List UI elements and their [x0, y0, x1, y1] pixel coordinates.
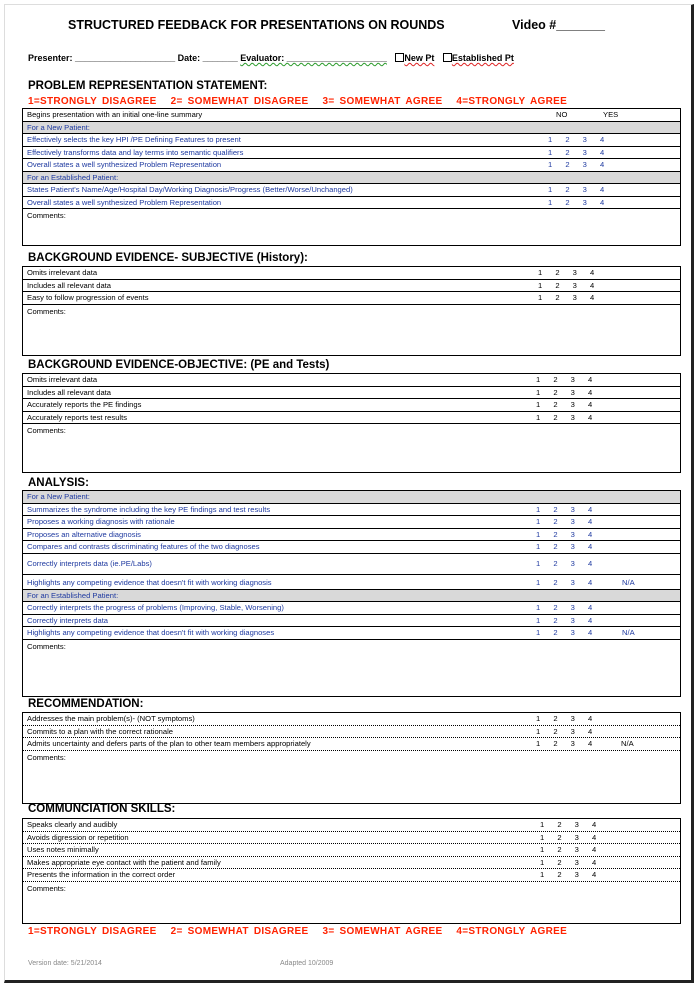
rating-options[interactable]: 1 2 3 4 [540, 832, 597, 842]
rating-options[interactable]: 1 2 3 4 [536, 558, 593, 568]
rating-options[interactable]: 1 2 3 4 [536, 387, 593, 397]
section-heading-communication: COMMUNCIATION SKILLS: [28, 803, 176, 815]
section-heading-analysis: ANALYSIS: [28, 477, 89, 489]
subheader-established-patient: For an Established Patient: [23, 172, 680, 185]
subjective-box [22, 266, 681, 356]
scale-legend-top: 1=STRONGLY DISAGREE 2= SOMEWHAT DISAGREE 3= SOMEWHAT AGREE 4=STRONGLY AGREE [28, 96, 568, 107]
yes-option[interactable]: YES [603, 110, 619, 119]
table-row: Makes appropriate eye contact with the patient and family 1 2 3 4 [23, 857, 680, 870]
evaluator-field[interactable]: Evaluator: ____________________ [240, 53, 387, 63]
rating-options[interactable]: 1 2 3 4 [548, 160, 605, 169]
header-fields [28, 53, 514, 63]
rating-options[interactable]: 1 2 3 4 [536, 400, 593, 409]
rating-options[interactable]: 1 2 3 4 [536, 577, 593, 587]
rating-options[interactable]: 1 2 3 4 [536, 375, 593, 384]
established-pt-checkbox[interactable] [443, 53, 452, 62]
rating-options[interactable]: 1 2 3 4 [540, 820, 597, 829]
table-row: Correctly interprets the progress of problems (Improving, Stable, Worsening) 1 2 3 4 [23, 602, 680, 615]
communication-box [22, 818, 681, 924]
comments-field[interactable]: Comments: [27, 641, 66, 651]
comments-field[interactable]: Comments: [27, 426, 66, 435]
table-row: Begins presentation with an initial one-line summary NO YES [23, 109, 680, 122]
table-row: Avoids digression or repetition 1 2 3 4 [23, 832, 680, 845]
na-option[interactable]: N/A [622, 577, 635, 587]
na-option[interactable]: N/A [621, 739, 634, 748]
table-row: Proposes a working diagnosis with rationale 1 2 3 4 [23, 516, 680, 529]
table-row: Overall states a well synthesized Problem Representation 1 2 3 4 [23, 197, 680, 210]
video-number-field[interactable]: Video #_______ [512, 18, 605, 32]
recommendation-box [22, 712, 681, 804]
rating-options[interactable]: 1 2 3 4 [536, 615, 593, 625]
table-row: Addresses the main problem(s)- (NOT symptoms) 1 2 3 4 [23, 713, 680, 726]
rating-options[interactable]: 1 2 3 4 [548, 197, 605, 207]
na-option[interactable]: N/A [622, 628, 635, 637]
comments-field[interactable]: Comments: [27, 752, 66, 762]
table-row: States Patient's Name/Age/Hospital Day/Working Diagnosis/Progress (Better/Worse/Unchanged) 1 2 3 4 [23, 184, 680, 197]
table-row: Proposes an alternative diagnosis 1 2 3 4 [23, 529, 680, 542]
rating-options[interactable]: 1 2 3 4 [548, 147, 605, 157]
subheader-established-patient: For an Established Patient: [23, 590, 680, 603]
rating-options[interactable]: 1 2 3 4 [536, 628, 593, 637]
section-heading-problem-representation: PROBLEM REPRESENTATION STATEMENT: [28, 80, 268, 92]
presenter-field[interactable]: Presenter: ____________________ [28, 53, 176, 63]
table-row: Accurately reports test results 1 2 3 4 [23, 412, 680, 425]
table-row: Omits irrelevant data 1 2 3 4 [23, 267, 680, 280]
table-row: Highlights any competing evidence that doesn't fit with working diagnosis 1 2 3 4 N/A [23, 575, 680, 590]
table-row: Includes all relevant data 1 2 3 4 [23, 387, 680, 400]
rating-options[interactable]: 1 2 3 4 [538, 293, 595, 302]
comments-field[interactable]: Comments: [27, 306, 66, 316]
rating-options[interactable]: 1 2 3 4 [536, 739, 593, 748]
new-pt-label: New Pt [404, 53, 435, 63]
subheader-new-patient: For a New Patient: [23, 122, 680, 135]
table-row: Correctly interprets data (ie.PE/Labs) 1 2 3 4 [23, 554, 680, 575]
form-title: STRUCTURED FEEDBACK FOR PRESENTATIONS ON ROUNDS [68, 18, 445, 32]
version-date: Version date: 5/21/2014 [28, 960, 102, 967]
rating-options[interactable]: 1 2 3 4 [540, 870, 597, 879]
table-row: Includes all relevant data 1 2 3 4 [23, 280, 680, 293]
rating-options[interactable]: 1 2 3 4 [540, 857, 597, 867]
rating-options[interactable]: 1 2 3 4 [536, 412, 593, 422]
date-field[interactable]: Date: _______ [177, 53, 238, 63]
scale-legend-bottom: 1=STRONGLY DISAGREE 2= SOMEWHAT DISAGREE 3= SOMEWHAT AGREE 4=STRONGLY AGREE [28, 926, 568, 937]
table-row: Admits uncertainty and defers parts of the plan to other team members appropriately 1 2 3 4 N/A [23, 738, 680, 751]
rating-options[interactable]: 1 2 3 4 [538, 280, 595, 290]
table-row: Summarizes the syndrome including the key PE findings and test results 1 2 3 4 [23, 504, 680, 517]
adapted-date: Adapted 10/2009 [280, 960, 334, 967]
new-pt-checkbox[interactable] [395, 53, 404, 62]
subheader-new-patient: For a New Patient: [23, 491, 680, 504]
established-pt-label: Established Pt [451, 53, 514, 63]
comments-field[interactable]: Comments: [27, 883, 66, 893]
rating-options[interactable]: 1 2 3 4 [536, 714, 593, 723]
rating-options[interactable]: 1 2 3 4 [536, 529, 593, 539]
no-option[interactable]: NO [556, 110, 568, 119]
rating-options[interactable]: 1 2 3 4 [536, 504, 593, 514]
rating-options[interactable]: 1 2 3 4 [548, 135, 605, 144]
table-row: Highlights any competing evidence that doesn't fit with working diagnoses 1 2 3 4 N/A [23, 627, 680, 640]
section-heading-objective: BACKGROUND EVIDENCE-OBJECTIVE: (PE and Tests) [28, 359, 330, 371]
table-row: Commits to a plan with the correct rationale 1 2 3 4 [23, 726, 680, 739]
objective-box [22, 373, 681, 473]
rating-options[interactable]: 1 2 3 4 [536, 726, 593, 736]
section-heading-recommendation: RECOMMENDATION: [28, 698, 144, 710]
table-row: Easy to follow progression of events 1 2 3 4 [23, 292, 680, 305]
table-row: Correctly interprets data 1 2 3 4 [23, 615, 680, 628]
rating-options[interactable]: 1 2 3 4 [536, 603, 593, 612]
table-row: Uses notes minimally 1 2 3 4 [23, 844, 680, 857]
section-heading-subjective: BACKGROUND EVIDENCE- SUBJECTIVE (History): [28, 252, 308, 264]
problem-representation-box [22, 108, 681, 246]
table-row: Overall states a well synthesized Problem Representation 1 2 3 4 [23, 159, 680, 172]
table-row: Accurately reports the PE findings 1 2 3 4 [23, 399, 680, 412]
rating-options[interactable]: 1 2 3 4 [540, 845, 597, 854]
rating-options[interactable]: 1 2 3 4 [538, 268, 595, 277]
rating-options[interactable]: 1 2 3 4 [536, 517, 593, 526]
table-row: Speaks clearly and audibly 1 2 3 4 [23, 819, 680, 832]
table-row: Effectively transforms data and lay terms into semantic qualifiers 1 2 3 4 [23, 147, 680, 160]
comments-field[interactable]: Comments: [27, 211, 66, 220]
table-row: Compares and contrasts discriminating features of the two diagnoses 1 2 3 4 [23, 541, 680, 554]
table-row: Effectively selects the key HPI /PE Defining Features to present 1 2 3 4 [23, 134, 680, 147]
table-row: Presents the information in the correct order 1 2 3 4 [23, 869, 680, 882]
rating-options[interactable]: 1 2 3 4 [548, 185, 605, 194]
table-row: Omits irrelevant data 1 2 3 4 [23, 374, 680, 387]
rating-options[interactable]: 1 2 3 4 [536, 542, 593, 551]
analysis-box [22, 490, 681, 697]
